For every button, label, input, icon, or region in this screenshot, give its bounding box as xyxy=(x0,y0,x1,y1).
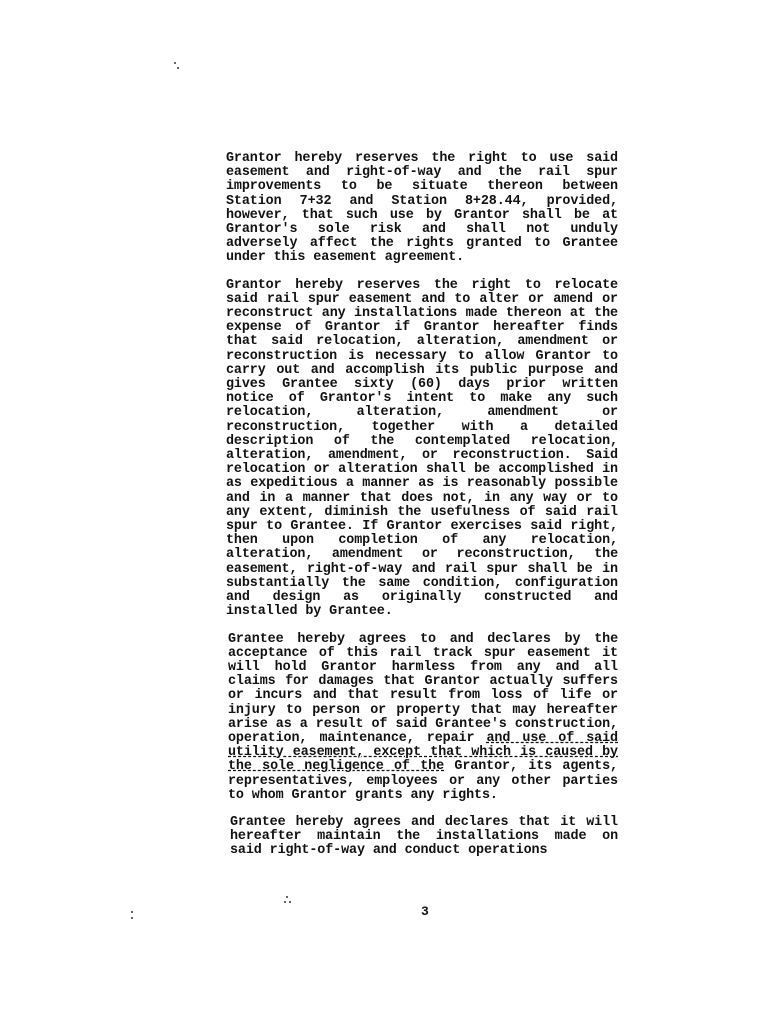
scan-speck xyxy=(286,896,288,898)
paragraph-grantee-maintenance: Grantee hereby agrees and declares that it will hereafter maintain the installations made on said right-of-way and conduct operations xyxy=(230,814,618,859)
page-number: 3 xyxy=(421,904,429,919)
scan-speck xyxy=(174,62,176,64)
scan-speck xyxy=(131,917,133,919)
hold-harmless-text-start: Grantee hereby agrees to and declares by the acceptance of this rail track spur easement it will hold Grantor harmless from any and all claims for damages that Grantor actually suffers or incurs and that result from loss of life or injury to person or property that may hereafter arise as a result of said Grantee's construction, operation, maintenance, repair xyxy=(228,631,618,746)
hold-harmless-text-end: Grantor, its agents, representatives, employees or any other parties to whom Grantor grants any rights. xyxy=(228,759,618,803)
body-text xyxy=(226,152,618,872)
paragraph-grantee-hold-harmless xyxy=(226,633,618,803)
hold-harmless-underlined-text: and use of said utility easement, except that which is caused by the sole negligence of the xyxy=(228,730,618,775)
scan-speck xyxy=(177,67,179,69)
paragraph-grantor-use-rights: Grantor hereby reserves the right to use said easement and right-of-way and the rail spur improvements to be situate thereon between Station 7+32 and Station 8+28.44, provided, however, that such use by Grantor shall be at Grantor's sole risk and shall not unduly adversely affect the rights granted to Grantee under this easement agreement. xyxy=(226,151,618,266)
paragraph-grantor-relocation-rights: Grantor hereby reserves the right to relocate said rail spur easement and to alter or amend or reconstruct any installations made thereon at the expense of Grantor if Grantor hereafter finds that said relocation, alteration, amendment or reconstruction is necessary to allow Grantor to carry out and accomplish its public purpose and gives Grantee sixty (60) days prior written notice of Grantor's intent to make any such relocation, alteration, amendment or reconstruction, together with a detailed description of the contemplated relocation, alteration, amendment, or reconstruction. Said relocation or alteration shall be accomplished in as expeditious a manner as is reasonably possible and in a manner that does not, in any way or to any extent, diminish the usefulness of said rail spur to Grantee. If Grantor exercises said right, then upon completion of any relocation, alteration, amendment or reconstruction, the easement, right-of-way and rail spur shall be in substantially the same condition, configuration and design as originally constructed and installed by Grantee. xyxy=(226,277,618,620)
scan-speck xyxy=(284,901,286,903)
scan-speck xyxy=(131,911,133,913)
scan-speck xyxy=(289,901,291,903)
